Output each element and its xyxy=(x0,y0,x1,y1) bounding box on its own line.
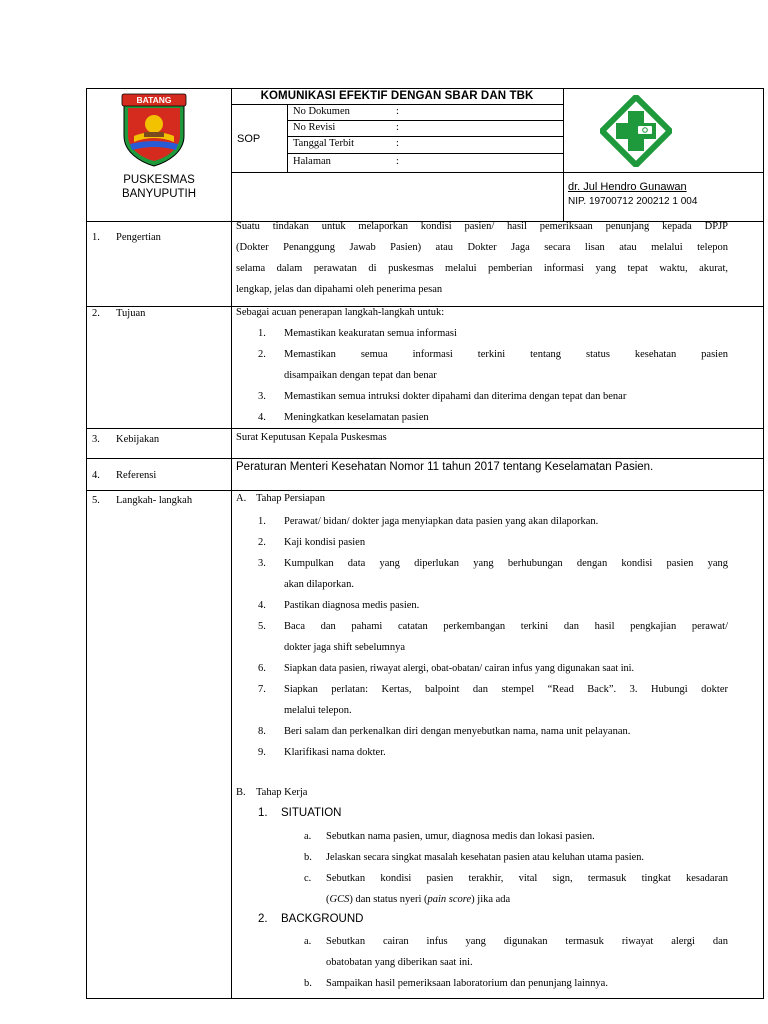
persiapan-item-4-number: 4. xyxy=(258,600,266,611)
kebijakan-number: 3. xyxy=(92,434,100,445)
list-item xyxy=(258,511,728,532)
persiapan-item-5-number: 5. xyxy=(258,621,266,632)
tujuan-item-2-number: 2. xyxy=(258,349,266,360)
list-item xyxy=(258,553,728,595)
persiapan-item-6-text: Siapkan data pasien, riwayat alergi, obat-obatan/ cairan infus yang digunakan saat ini. xyxy=(284,663,635,674)
field-no-dokumen-value: : xyxy=(396,106,399,117)
tujuan-item-4-number: 4. xyxy=(258,412,266,423)
column-divider xyxy=(231,88,232,999)
situation-item-c-line-1: Sebutkan kondisi pasien terakhir, vital sign, termasuk tingkat kesadaran xyxy=(326,873,728,884)
tahap-kerja-letter: B. xyxy=(236,787,246,798)
situation-item-c-pain-score: pain score xyxy=(427,894,472,905)
tujuan-item-3-text: Memastikan semua intruksi dokter dipahami dan diterima dengan tepat dan benar xyxy=(284,391,627,402)
referensi-text: Peraturan Menteri Kesehatan Nomor 11 tahun 2017 tentang Keselamatan Pasien. xyxy=(236,461,654,473)
title-underline xyxy=(231,104,563,105)
background-item-b-text: Sampaikan hasil pemeriksaan laboratorium dan penunjang lainnya. xyxy=(326,978,608,989)
background-item-a-letter: a. xyxy=(304,936,312,947)
puskesmas-cross-icon xyxy=(600,95,672,167)
row-line-3 xyxy=(86,458,764,459)
list-item xyxy=(258,407,728,428)
situation-item-c-line-2 xyxy=(326,889,728,910)
list-item xyxy=(304,847,728,868)
situation-item-b-letter: b. xyxy=(304,852,312,863)
org-line-1: PUSKESMAS xyxy=(123,174,195,186)
persiapan-item-9-text: Klarifikasi nama dokter. xyxy=(284,747,386,758)
field-no-dokumen-label: No Dokumen xyxy=(293,106,350,117)
border-bottom xyxy=(86,998,764,999)
list-item xyxy=(258,595,728,616)
tujuan-item-1-text: Memastikan keakuratan semua informasi xyxy=(284,328,457,339)
tujuan-number: 2. xyxy=(92,308,100,319)
background-title: BACKGROUND xyxy=(281,913,364,925)
background-item-b-letter: b. xyxy=(304,978,312,989)
referensi-number: 4. xyxy=(92,470,100,481)
signer-name: dr. Jul Hendro Gunawan xyxy=(568,181,687,193)
tujuan-item-3-number: 3. xyxy=(258,391,266,402)
background-item-a-line-1: Sebutkan cairan infus yang digunakan termasuk riwayat alergi dan xyxy=(326,936,728,947)
puskesmas-logo xyxy=(600,95,672,167)
tahap-persiapan-list xyxy=(258,511,728,763)
border-left xyxy=(86,88,87,999)
header-mid-line xyxy=(231,172,764,173)
border-right xyxy=(763,88,764,999)
list-item xyxy=(258,658,728,679)
tujuan-label: Tujuan xyxy=(116,308,146,319)
situation-item-c-gcs: GCS xyxy=(329,894,350,905)
persiapan-item-7-line-2: melalui telepon. xyxy=(284,705,352,716)
field-halaman-label: Halaman xyxy=(293,156,331,167)
field-tanggal-terbit-value: : xyxy=(396,138,399,149)
list-item xyxy=(258,742,728,763)
tahap-persiapan-title: Tahap Persiapan xyxy=(256,493,325,504)
header-right-divider xyxy=(563,88,564,221)
persiapan-item-7-line-1: Siapkan perlatan: Kertas, balpoint dan stempel “Read Back”. 3. Hubungi dokter xyxy=(284,684,728,695)
list-item xyxy=(258,721,728,742)
tujuan-item-1-number: 1. xyxy=(258,328,266,339)
list-item xyxy=(304,826,728,847)
signer-nip: NIP. 19700712 200212 1 004 xyxy=(568,196,698,207)
persiapan-item-5-line-2: dokter jaga shift sebelumnya xyxy=(284,642,406,653)
persiapan-item-9-number: 9. xyxy=(258,747,266,758)
situation-item-a-text: Sebutkan nama pasien, umur, diagnosa medis dan lokasi pasien. xyxy=(326,831,595,842)
list-item xyxy=(258,323,728,344)
pengertian-number: 1. xyxy=(92,232,100,243)
kebijakan-label: Kebijakan xyxy=(116,434,160,445)
document-title: KOMUNIKASI EFEKTIF DENGAN SBAR DAN TBK xyxy=(260,90,534,102)
list-item xyxy=(258,679,728,721)
field-halaman-value: : xyxy=(396,156,399,167)
field-line-2 xyxy=(287,136,563,137)
persiapan-item-6-number: 6. xyxy=(258,663,266,674)
background-list xyxy=(304,931,728,994)
persiapan-item-7-number: 7. xyxy=(258,684,266,695)
persiapan-item-3-line-1: Kumpulkan data yang diperlukan yang berhubungan dengan kondisi pasien yang xyxy=(284,558,728,569)
tujuan-list xyxy=(258,323,728,428)
field-no-revisi-value: : xyxy=(396,122,399,133)
background-item-a-line-2: obatobatan yang diberikan saat ini. xyxy=(326,957,473,968)
background-number: 2. xyxy=(258,913,268,925)
persiapan-item-8-text: Beri salam dan perkenalkan diri dengan menyebutkan nama, nama unit pelayanan. xyxy=(284,726,631,737)
list-item xyxy=(304,868,728,910)
field-tanggal-terbit-label: Tanggal Terbit xyxy=(293,138,355,149)
situation-item-c-seg-1: ( xyxy=(326,894,330,905)
persiapan-item-2-text: Kaji kondisi pasien xyxy=(284,537,366,548)
persiapan-item-8-number: 8. xyxy=(258,726,266,737)
tujuan-item-2-line-2: disampaikan dengan tepat dan benar xyxy=(284,370,437,381)
situation-list xyxy=(304,826,728,910)
persiapan-item-1-text: Perawat/ bidan/ dokter jaga menyiapkan data pasien yang akan dilaporkan. xyxy=(284,516,599,527)
persiapan-item-5-line-1: Baca dan pahami catatan perkembangan terkini dan hasil pengkajian perawat/ xyxy=(284,621,728,632)
pengertian-line-1: Suatu tindakan untuk melaporkan kondisi pasien/ hasil pemeriksaan penunjang kepada DPJP xyxy=(236,221,728,232)
situation-number: 1. xyxy=(258,807,268,819)
row-line-2 xyxy=(86,428,764,429)
list-item xyxy=(258,532,728,553)
list-item xyxy=(258,386,728,407)
langkah-label: Langkah- langkah xyxy=(116,495,193,506)
sop-label: SOP xyxy=(237,133,261,145)
tahap-kerja-title: Tahap Kerja xyxy=(256,787,308,798)
list-item xyxy=(258,616,728,658)
field-no-revisi-label: No Revisi xyxy=(293,122,336,133)
tujuan-item-2-line-1: Memastikan semua informasi terkini tentang status kesehatan pasien xyxy=(284,349,728,360)
pengertian-line-2: (Dokter Penanggung Jawab Pasien) atau Dokter Jaga secara lisan atau melalui telepon xyxy=(236,242,728,253)
field-line-1 xyxy=(287,120,563,121)
situation-item-a-letter: a. xyxy=(304,831,312,842)
situation-item-c-seg-2: ) dan status nyeri ( xyxy=(349,894,428,905)
persiapan-item-2-number: 2. xyxy=(258,537,266,548)
tahap-persiapan-letter: A. xyxy=(236,493,247,504)
sop-divider xyxy=(287,104,288,172)
situation-item-c-seg-3: ) jika ada xyxy=(471,894,511,905)
persiapan-item-3-number: 3. xyxy=(258,558,266,569)
pengertian-label: Pengertian xyxy=(116,232,161,243)
batang-logo xyxy=(116,92,192,168)
logo-text: BATANG xyxy=(136,95,172,105)
situation-item-b-text: Jelaskan secara singkat masalah kesehatan pasien atau keluhan utama pasien. xyxy=(326,852,644,863)
list-item xyxy=(304,931,728,973)
tujuan-intro: Sebagai acuan penerapan langkah-langkah untuk: xyxy=(236,307,445,318)
org-line-2: BANYUPUTIH xyxy=(121,188,197,200)
persiapan-item-1-number: 1. xyxy=(258,516,266,527)
referensi-label: Referensi xyxy=(116,470,157,481)
persiapan-item-4-text: Pastikan diagnosa medis pasien. xyxy=(284,600,420,611)
langkah-number: 5. xyxy=(92,495,100,506)
situation-item-c-letter: c. xyxy=(304,873,312,884)
kebijakan-text: Surat Keputusan Kepala Puskesmas xyxy=(236,432,387,443)
organization-name xyxy=(88,173,230,201)
row-line-4 xyxy=(86,490,764,491)
list-item xyxy=(304,973,728,994)
pengertian-line-3: selama dalam perawatan di puskesmas melalui pemberian informasi yang tepat waktu, akurat, xyxy=(236,263,728,274)
field-line-3 xyxy=(287,153,563,154)
pengertian-line-4: lengkap, jelas dan dipahami oleh penerima pesan xyxy=(236,284,443,295)
persiapan-item-3-line-2: akan dilaporkan. xyxy=(284,579,354,590)
situation-title: SITUATION xyxy=(281,807,342,819)
tujuan-item-4-text: Meningkatkan keselamatan pasien xyxy=(284,412,429,423)
pengertian-text xyxy=(236,216,728,300)
list-item xyxy=(258,344,728,386)
